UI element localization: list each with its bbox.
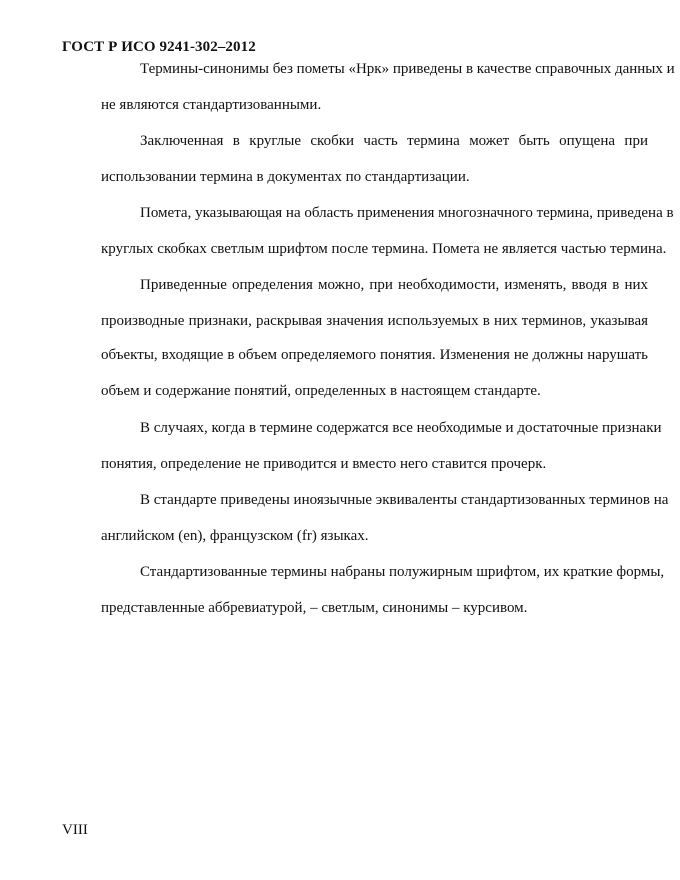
paragraph-line: Стандартизованные термины набраны полужирным шрифтом, их краткие формы, [140, 564, 665, 580]
paragraph-line: использовании термина в документах по стандартизации. [101, 169, 470, 185]
paragraph-line: Заключенная в круглые скобки часть термина может быть опущена при [140, 133, 648, 149]
paragraph-line: Помета, указывающая на область применения многозначного термина, приведена в [140, 205, 674, 221]
paragraph-line: Приведенные определения можно, при необходимости, изменять, вводя в них [140, 277, 648, 293]
paragraph-line: В случаях, когда в термине содержатся все необходимые и достаточные признаки [140, 420, 662, 436]
paragraph-line: понятия, определение не приводится и вместо него ставится прочерк. [101, 456, 547, 472]
paragraph-line: В стандарте приведены иноязычные эквиваленты стандартизованных терминов на [140, 492, 669, 508]
paragraph-line: представленные аббревиатурой, – светлым, синонимы – курсивом. [101, 600, 528, 616]
paragraph-line: Термины-синонимы без пометы «Нрк» приведены в качестве справочных данных и [140, 61, 675, 77]
paragraph-line: круглых скобках светлым шрифтом после термина. Помета не является частью термина. [101, 241, 667, 257]
paragraph-line: производные признаки, раскрывая значения используемых в них терминов, указывая [101, 313, 648, 329]
page-number: VIII [62, 822, 88, 838]
paragraph-line: не являются стандартизованными. [101, 97, 322, 113]
paragraph-line: английском (en), французском (fr) языках. [101, 528, 369, 544]
paragraph-line: объем и содержание понятий, определенных в настоящем стандарте. [101, 383, 541, 399]
document-header: ГОСТ Р ИСО 9241-302–2012 [62, 39, 256, 55]
paragraph-line: объекты, входящие в объем определяемого понятия. Изменения не должны нарушать [101, 347, 648, 363]
